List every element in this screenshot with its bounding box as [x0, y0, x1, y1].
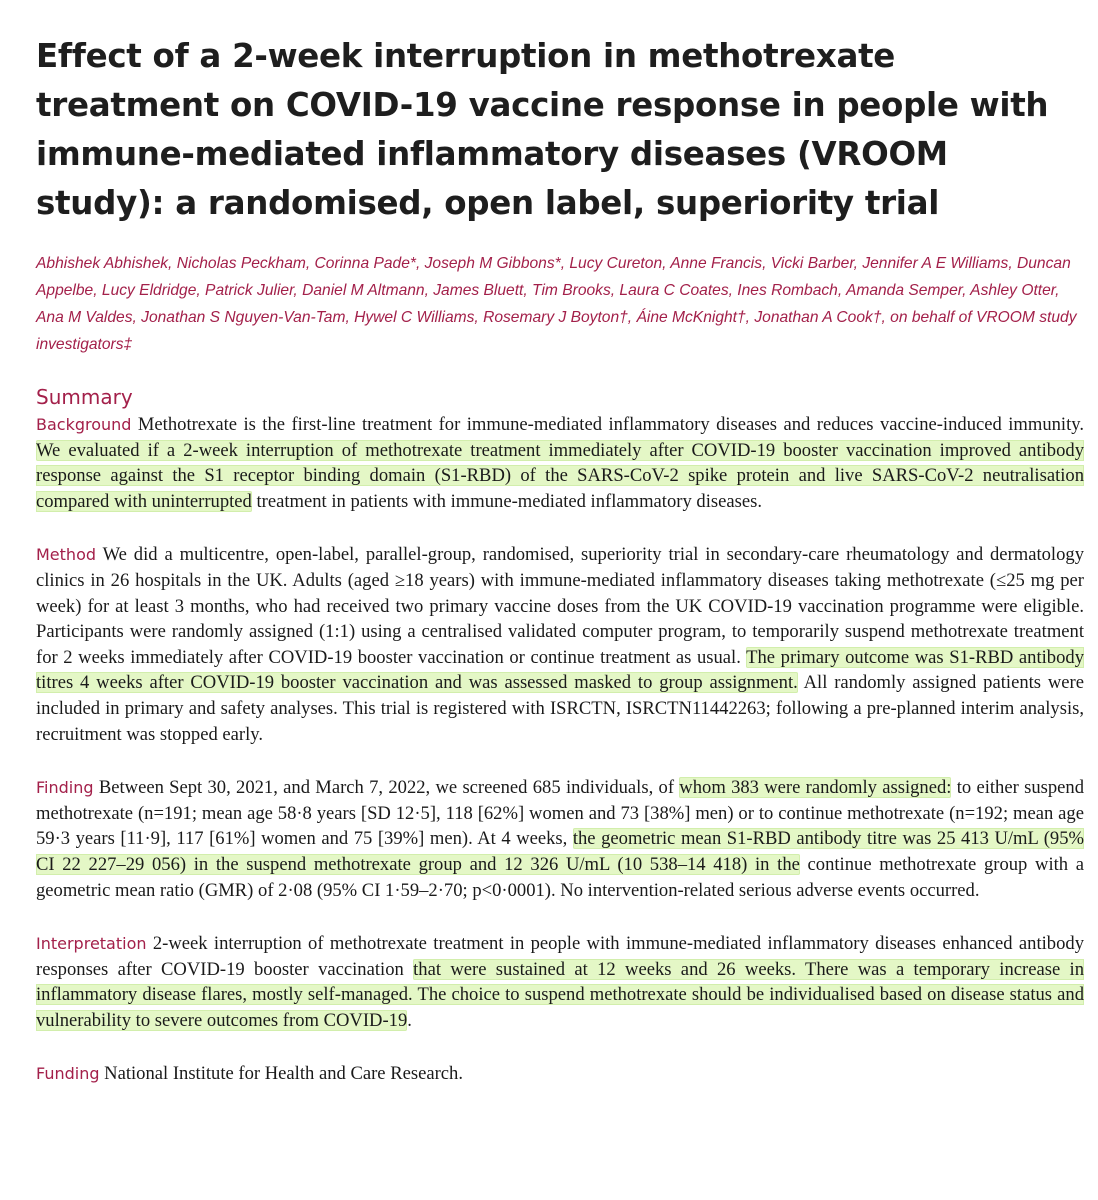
article-page — [36, 32, 1084, 1087]
interpretation-label: Interpretation — [36, 934, 147, 954]
method-text-end: All randomly assigned patients were included in primary and safety analyses. This trial is registered with ISRCTN, ISRCTN11442263; following a pre-planned interim analysis, recruitment was stopped early. — [36, 672, 1084, 745]
background-text-end: treatment in patients with immune-mediated inflammatory diseases. — [251, 490, 762, 512]
background-label: Background — [36, 415, 132, 434]
article-title: Effect of a 2-week interruption in methotrexate treatment on COVID-19 vaccine response in people with immune-mediated inflammatory diseases (VROOM study): a randomised, open label, superiority trial — [36, 37, 1049, 222]
finding-label: Finding — [36, 778, 94, 798]
funding-text: National Institute for Health and Care Research. — [99, 1063, 463, 1085]
finding-text: Between Sept 30, 2021, and March 7, 2022, we screened 685 individuals, of — [93, 777, 680, 799]
finding-highlight-titre: the geometric mean S1-RBD antibody titre was 25 413 U/mL (95% CI 22 227–29 056) in the suspend methotrexate group and 12 326 U/mL (10 538–14 418) in the — [36, 828, 1084, 875]
finding-text-middle: to either suspend methotrexate (n=191; mean age 58·8 years [SD 12·5], 118 [62%] women and 73 [38%] men) or to continue methotrexate (n=192; mean age 59·3 years [11·9], 117 [61%] women and 75 [39%] men). At 4 weeks, — [36, 777, 1084, 850]
author-list: Abhishek Abhishek, Nicholas Peckham, Corinna Pade*, Joseph M Gibbons*, Lucy Cureton, Anne Francis, Vicki Barber, Jennifer A E Williams, Duncan Appelbe, Lucy Eldridge, Patrick Julier, Daniel M Altmann, James Bluett, Tim Brooks, Laura C Coates, Ines Rombach, Amanda Semper, Ashley Otter, Ana M Valdes, Jonathan S Nguyen-Van-Tam, Hywel C Williams, Rosemary J Boyton†, Áine McKnight†, Jonathan A Cook†, on behalf of VROOM study investigators‡ — [36, 255, 1077, 353]
interpretation-highlight: that were sustained at 12 weeks and 26 weeks. There was a temporary increase in inflammatory disease flares, mostly self-managed. The choice to suspend methotrexate should be individualised based on disease status and vulnerability to severe outcomes from COVID-19 — [36, 958, 1084, 1031]
background-paragraph — [36, 412, 1084, 514]
summary-heading: Summary — [36, 385, 133, 409]
funding-paragraph — [36, 1061, 1084, 1087]
interpretation-text-end: . — [407, 1009, 412, 1031]
background-text: Methotrexate is the first-line treatment for immune-mediated inflammatory diseases and reduces vaccine-induced immunity. — [131, 414, 1084, 435]
finding-paragraph — [36, 775, 1084, 903]
method-text: We did a multicentre, open-label, parallel-group, randomised, superiority trial in secondary-care rheumatology and dermatology clinics in 26 hospitals in the UK. Adults (aged ≥18 years) with immune-mediated inflammatory diseases taking methotrexate (≤25 mg per week) for at least 3 months, who had received two primary vaccine doses from the UK COVID-19 vaccination programme were eligible. Participants were randomly assigned (1:1) using a centralised validated computer program, to temporarily suspend methotrexate treatment for 2 weeks immediately after COVID-19 booster vaccination or continue treatment as usual. — [36, 544, 1084, 668]
method-label: Method — [36, 545, 97, 565]
background-highlight: We evaluated if a 2-week interruption of methotrexate treatment immediately after COVID-19 booster vaccination improved antibody response against the S1 receptor binding domain (S1-RBD) of the SARS-CoV-2 spike protein and live SARS-CoV-2 neutralisation compared with uninterrupted — [36, 439, 1084, 512]
method-paragraph — [36, 542, 1084, 747]
funding-label: Funding — [36, 1064, 100, 1084]
interpretation-text: 2-week interruption of methotrexate treatment in people with immune-mediated inflammatory diseases enhanced antibody responses after COVID-19 booster vaccination — [36, 933, 1084, 980]
finding-highlight-randomised: whom 383 were randomly assigned: — [679, 777, 952, 799]
interpretation-paragraph — [36, 931, 1084, 1033]
method-highlight: The primary outcome was S1-RBD antibody titres 4 weeks after COVID-19 booster vaccination and was assessed masked to group assignment. — [36, 646, 1084, 694]
finding-text-end: continue methotrexate group with a geometric mean ratio (GMR) of 2·08 (95% CI 1·59–2·70; p<0·0001). No intervention-related serious adverse events occurred. — [36, 853, 1084, 901]
